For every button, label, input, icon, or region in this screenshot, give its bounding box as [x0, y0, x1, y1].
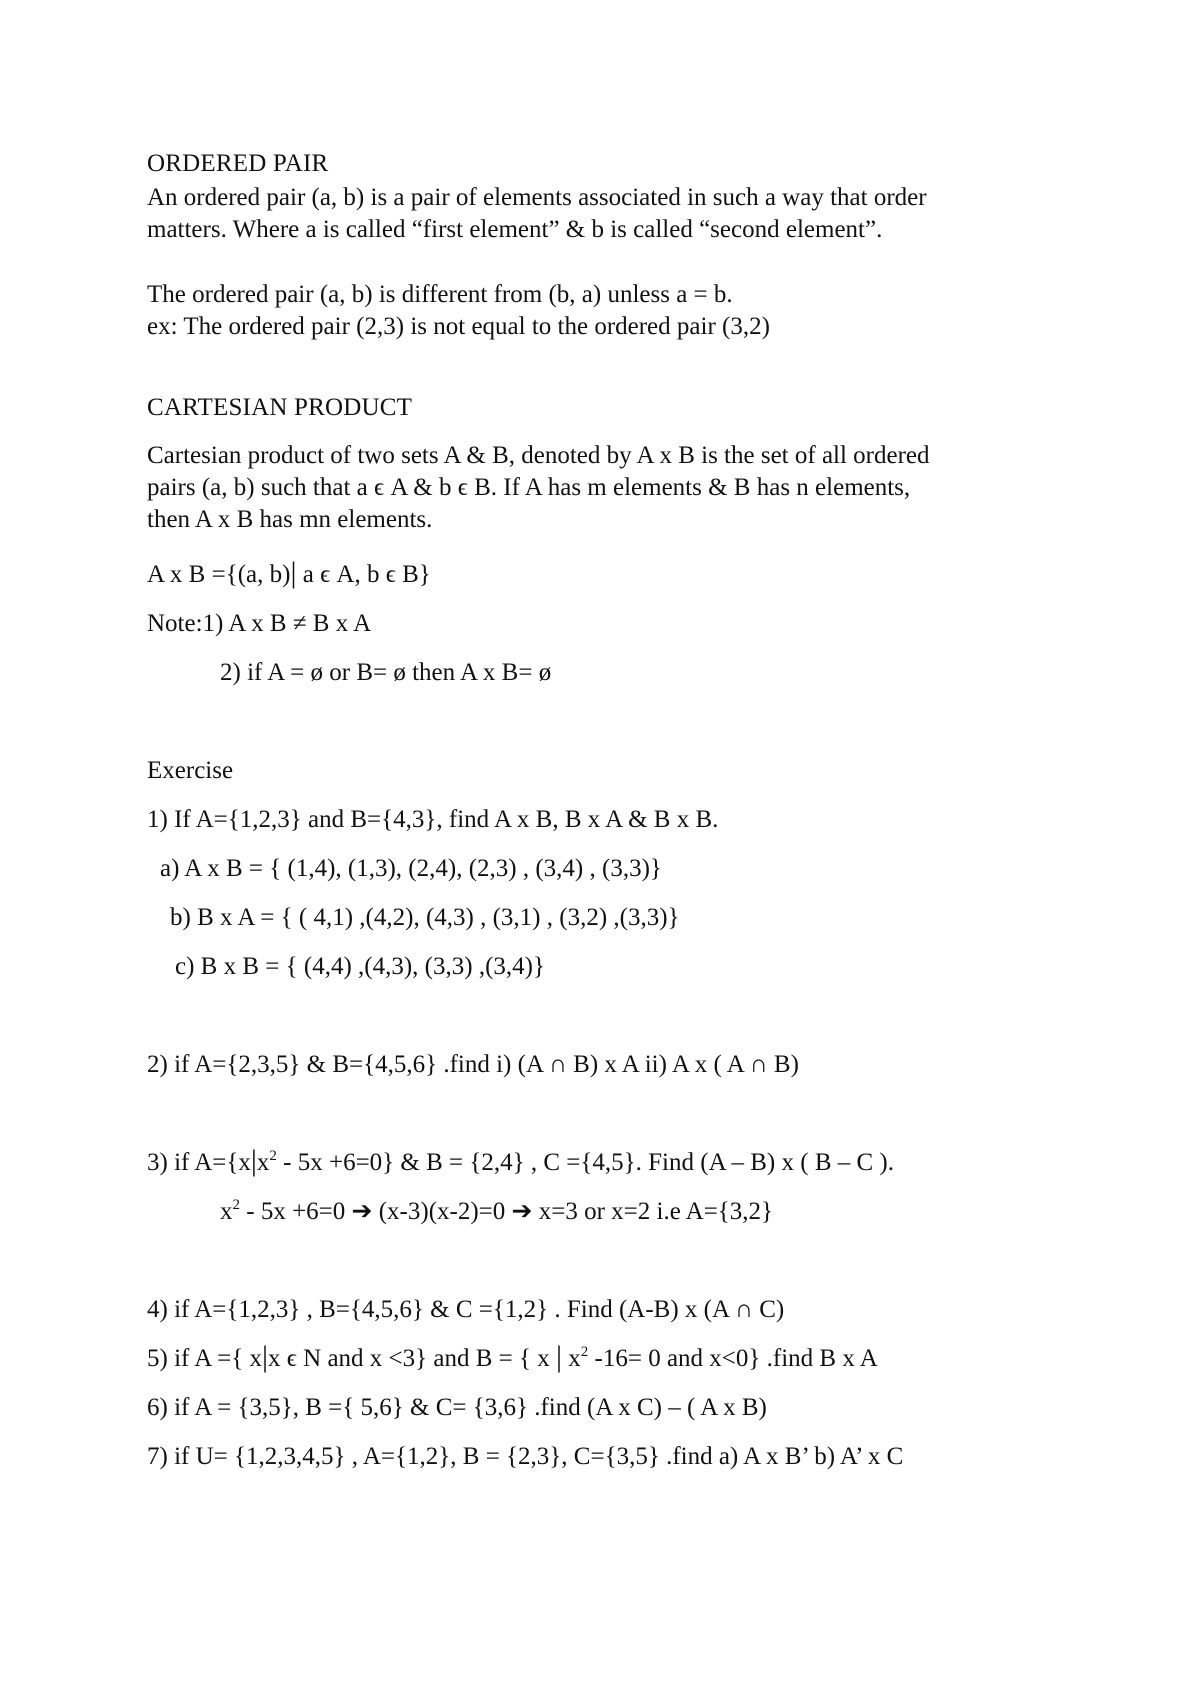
formula-part-1: A x B ={(a, b) — [147, 561, 291, 588]
question-5-part-a: 5) if A ={ x — [147, 1345, 262, 1372]
question-5-bar-2: | — [556, 1340, 563, 1373]
cartesian-formula — [147, 556, 431, 591]
question-5-part-b: x ϵ N and x <3} and B = { x — [268, 1345, 557, 1372]
question-5-part-d: -16= 0 and x<0} .find B x A — [588, 1345, 878, 1372]
exercise-heading: Exercise — [147, 757, 234, 784]
ordered-pair-heading: ORDERED PAIR — [147, 150, 329, 177]
question-7: 7) if U= {1,2,3,4,5} , A={1,2}, B = {2,3}, C={3,5} .find a) A x B’ b) A’ x C — [147, 1443, 904, 1470]
formula-part-2: a ϵ A, b ϵ B} — [296, 561, 431, 588]
question-3-part-b: x — [256, 1149, 270, 1176]
question-3 — [147, 1144, 895, 1179]
solution-part-b: - 5x +6=0 ➔ (x-3)(x-2)=0 ➔ x=3 or x=2 i.e A={3,2} — [240, 1198, 774, 1225]
ordered-pair-difference-line: The ordered pair (a, b) is different from (b, a) unless a = b. — [147, 281, 733, 308]
question-1-answer-a: a) A x B = { (1,4), (1,3), (2,4), (2,3) , (3,4) , (3,3)} — [160, 855, 662, 882]
question-4: 4) if A={1,2,3} , B={4,5,6} & C ={1,2} . Find (A-B) x (A ∩ C) — [147, 1296, 785, 1323]
ordered-pair-definition-line-1: An ordered pair (a, b) is a pair of elements associated in such a way that order — [147, 184, 927, 211]
question-5-exponent: 2 — [580, 1344, 589, 1360]
question-3-part-c: - 5x +6=0} & B = {2,4} , C ={4,5}. Find (A – B) x ( B – C ). — [276, 1149, 895, 1176]
question-3-solution — [220, 1196, 773, 1228]
cartesian-product-heading: CARTESIAN PRODUCT — [147, 394, 413, 421]
solution-exponent: 2 — [232, 1197, 240, 1213]
ordered-pair-definition-line-2: matters. Where a is called “first element” & b is called “second element”. — [147, 216, 883, 243]
question-5 — [147, 1340, 878, 1375]
question-3-part-a: 3) if A={x — [147, 1149, 251, 1176]
cartesian-definition-line-3: then A x B has mn elements. — [147, 506, 433, 533]
question-2: 2) if A={2,3,5} & B={4,5,6} .find i) (A ∩ B) x A ii) A x ( A ∩ B) — [147, 1051, 799, 1078]
note-1: Note:1) A x B ≠ B x A — [147, 610, 372, 637]
cartesian-definition-line-2: pairs (a, b) such that a ϵ A & b ϵ B. If A has m elements & B has n elements, — [147, 474, 911, 501]
note-2: 2) if A = ø or B= ø then A x B= ø — [220, 659, 552, 686]
question-1: 1) If A={1,2,3} and B={4,3}, find A x B, B x A & B x B. — [147, 806, 719, 833]
question-5-part-c: x — [562, 1345, 581, 1372]
question-5-bar-1: | — [262, 1340, 269, 1373]
formula-bar: | — [290, 556, 297, 589]
cartesian-definition-line-1: Cartesian product of two sets A & B, denoted by A x B is the set of all ordered — [147, 442, 930, 469]
question-1-answer-b: b) B x A = { ( 4,1) ,(4,2), (4,3) , (3,1) , (3,2) ,(3,3)} — [170, 904, 680, 931]
question-3-exponent: 2 — [269, 1148, 277, 1164]
question-3-bar: | — [250, 1144, 257, 1177]
solution-part-a: x — [220, 1198, 233, 1225]
question-1-answer-c: c) B x B = { (4,4) ,(4,3), (3,3) ,(3,4)} — [175, 953, 545, 980]
ordered-pair-example-line: ex: The ordered pair (2,3) is not equal to the ordered pair (3,2) — [147, 313, 770, 340]
question-6: 6) if A = {3,5}, B ={ 5,6} & C= {3,6} .find (A x C) – ( A x B) — [147, 1394, 767, 1421]
